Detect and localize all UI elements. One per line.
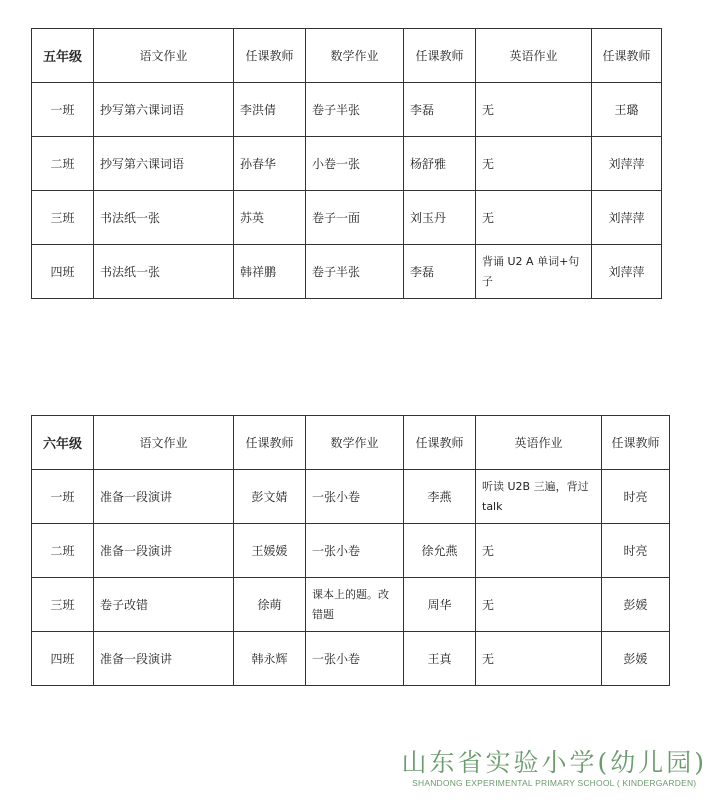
class-name: 一班 bbox=[32, 83, 94, 137]
chinese-teacher: 李洪倩 bbox=[234, 83, 306, 137]
english-teacher: 刘萍萍 bbox=[592, 137, 662, 191]
table-row bbox=[32, 137, 662, 191]
header-cell: 任课教师 bbox=[234, 416, 306, 470]
table-row bbox=[32, 578, 670, 632]
chinese-homework: 书法纸一张 bbox=[94, 191, 234, 245]
header-cell: 语文作业 bbox=[94, 416, 234, 470]
english-homework: 背诵 U2 A 单词+句子 bbox=[476, 245, 592, 299]
english-teacher: 刘萍萍 bbox=[592, 191, 662, 245]
header-cell: 数学作业 bbox=[306, 416, 404, 470]
english-teacher: 时亮 bbox=[602, 524, 670, 578]
chinese-teacher: 韩永辉 bbox=[234, 632, 306, 686]
english-homework: 无 bbox=[476, 632, 602, 686]
class-name: 三班 bbox=[32, 578, 94, 632]
math-teacher: 李磊 bbox=[404, 83, 476, 137]
header-cell: 任课教师 bbox=[602, 416, 670, 470]
english-homework: 无 bbox=[476, 137, 592, 191]
class-name: 一班 bbox=[32, 470, 94, 524]
chinese-teacher: 韩祥鹏 bbox=[234, 245, 306, 299]
chinese-homework: 卷子改错 bbox=[94, 578, 234, 632]
table-header-row bbox=[32, 29, 662, 83]
english-homework: 无 bbox=[476, 524, 602, 578]
grade-label: 五年级 bbox=[32, 29, 94, 83]
table-row bbox=[32, 245, 662, 299]
header-cell: 任课教师 bbox=[404, 416, 476, 470]
table-row bbox=[32, 524, 670, 578]
chinese-teacher: 彭文婧 bbox=[234, 470, 306, 524]
table-row bbox=[32, 632, 670, 686]
grade5-homework-table bbox=[31, 28, 662, 299]
header-cell: 数学作业 bbox=[306, 29, 404, 83]
header-cell: 任课教师 bbox=[404, 29, 476, 83]
math-teacher: 李燕 bbox=[404, 470, 476, 524]
math-homework: 卷子半张 bbox=[306, 83, 404, 137]
math-homework: 卷子一面 bbox=[306, 191, 404, 245]
class-name: 四班 bbox=[32, 632, 94, 686]
header-cell: 英语作业 bbox=[476, 29, 592, 83]
chinese-teacher: 孙春华 bbox=[234, 137, 306, 191]
chinese-homework: 准备一段演讲 bbox=[94, 524, 234, 578]
header-cell: 英语作业 bbox=[476, 416, 602, 470]
class-name: 四班 bbox=[32, 245, 94, 299]
school-footer bbox=[401, 748, 707, 788]
english-teacher: 刘萍萍 bbox=[592, 245, 662, 299]
english-teacher: 时亮 bbox=[602, 470, 670, 524]
math-teacher: 杨舒雅 bbox=[404, 137, 476, 191]
english-teacher: 彭媛 bbox=[602, 632, 670, 686]
math-homework: 一张小卷 bbox=[306, 470, 404, 524]
math-homework: 小卷一张 bbox=[306, 137, 404, 191]
grade6-homework-table bbox=[31, 415, 670, 686]
chinese-homework: 准备一段演讲 bbox=[94, 470, 234, 524]
math-homework: 一张小卷 bbox=[306, 632, 404, 686]
table-header-row bbox=[32, 416, 670, 470]
english-homework: 无 bbox=[476, 578, 602, 632]
chinese-homework: 抄写第六课词语 bbox=[94, 83, 234, 137]
math-teacher: 徐允燕 bbox=[404, 524, 476, 578]
english-teacher: 彭媛 bbox=[602, 578, 670, 632]
math-homework: 卷子半张 bbox=[306, 245, 404, 299]
math-homework: 课本上的题。改错题 bbox=[306, 578, 404, 632]
header-cell: 语文作业 bbox=[94, 29, 234, 83]
math-teacher: 王真 bbox=[404, 632, 476, 686]
chinese-teacher: 苏英 bbox=[234, 191, 306, 245]
chinese-homework: 抄写第六课词语 bbox=[94, 137, 234, 191]
english-homework: 听读 U2B 三遍，背过 talk bbox=[476, 470, 602, 524]
math-teacher: 李磊 bbox=[404, 245, 476, 299]
header-cell: 任课教师 bbox=[592, 29, 662, 83]
english-homework: 无 bbox=[476, 83, 592, 137]
table-row bbox=[32, 83, 662, 137]
chinese-homework: 书法纸一张 bbox=[94, 245, 234, 299]
chinese-teacher: 王媛媛 bbox=[234, 524, 306, 578]
header-cell: 任课教师 bbox=[234, 29, 306, 83]
chinese-homework: 准备一段演讲 bbox=[94, 632, 234, 686]
table-row bbox=[32, 191, 662, 245]
class-name: 三班 bbox=[32, 191, 94, 245]
math-homework: 一张小卷 bbox=[306, 524, 404, 578]
math-teacher: 周华 bbox=[404, 578, 476, 632]
chinese-teacher: 徐萌 bbox=[234, 578, 306, 632]
english-teacher: 王璐 bbox=[592, 83, 662, 137]
school-name-chinese: 山东省实验小学(幼儿园) bbox=[401, 748, 707, 777]
table-row bbox=[32, 470, 670, 524]
class-name: 二班 bbox=[32, 137, 94, 191]
class-name: 二班 bbox=[32, 524, 94, 578]
english-homework: 无 bbox=[476, 191, 592, 245]
math-teacher: 刘玉丹 bbox=[404, 191, 476, 245]
school-name-english: SHANDONG EXPERIMENTAL PRIMARY SCHOOL ( KINDERGARDEN) bbox=[412, 778, 697, 788]
grade-label: 六年级 bbox=[32, 416, 94, 470]
